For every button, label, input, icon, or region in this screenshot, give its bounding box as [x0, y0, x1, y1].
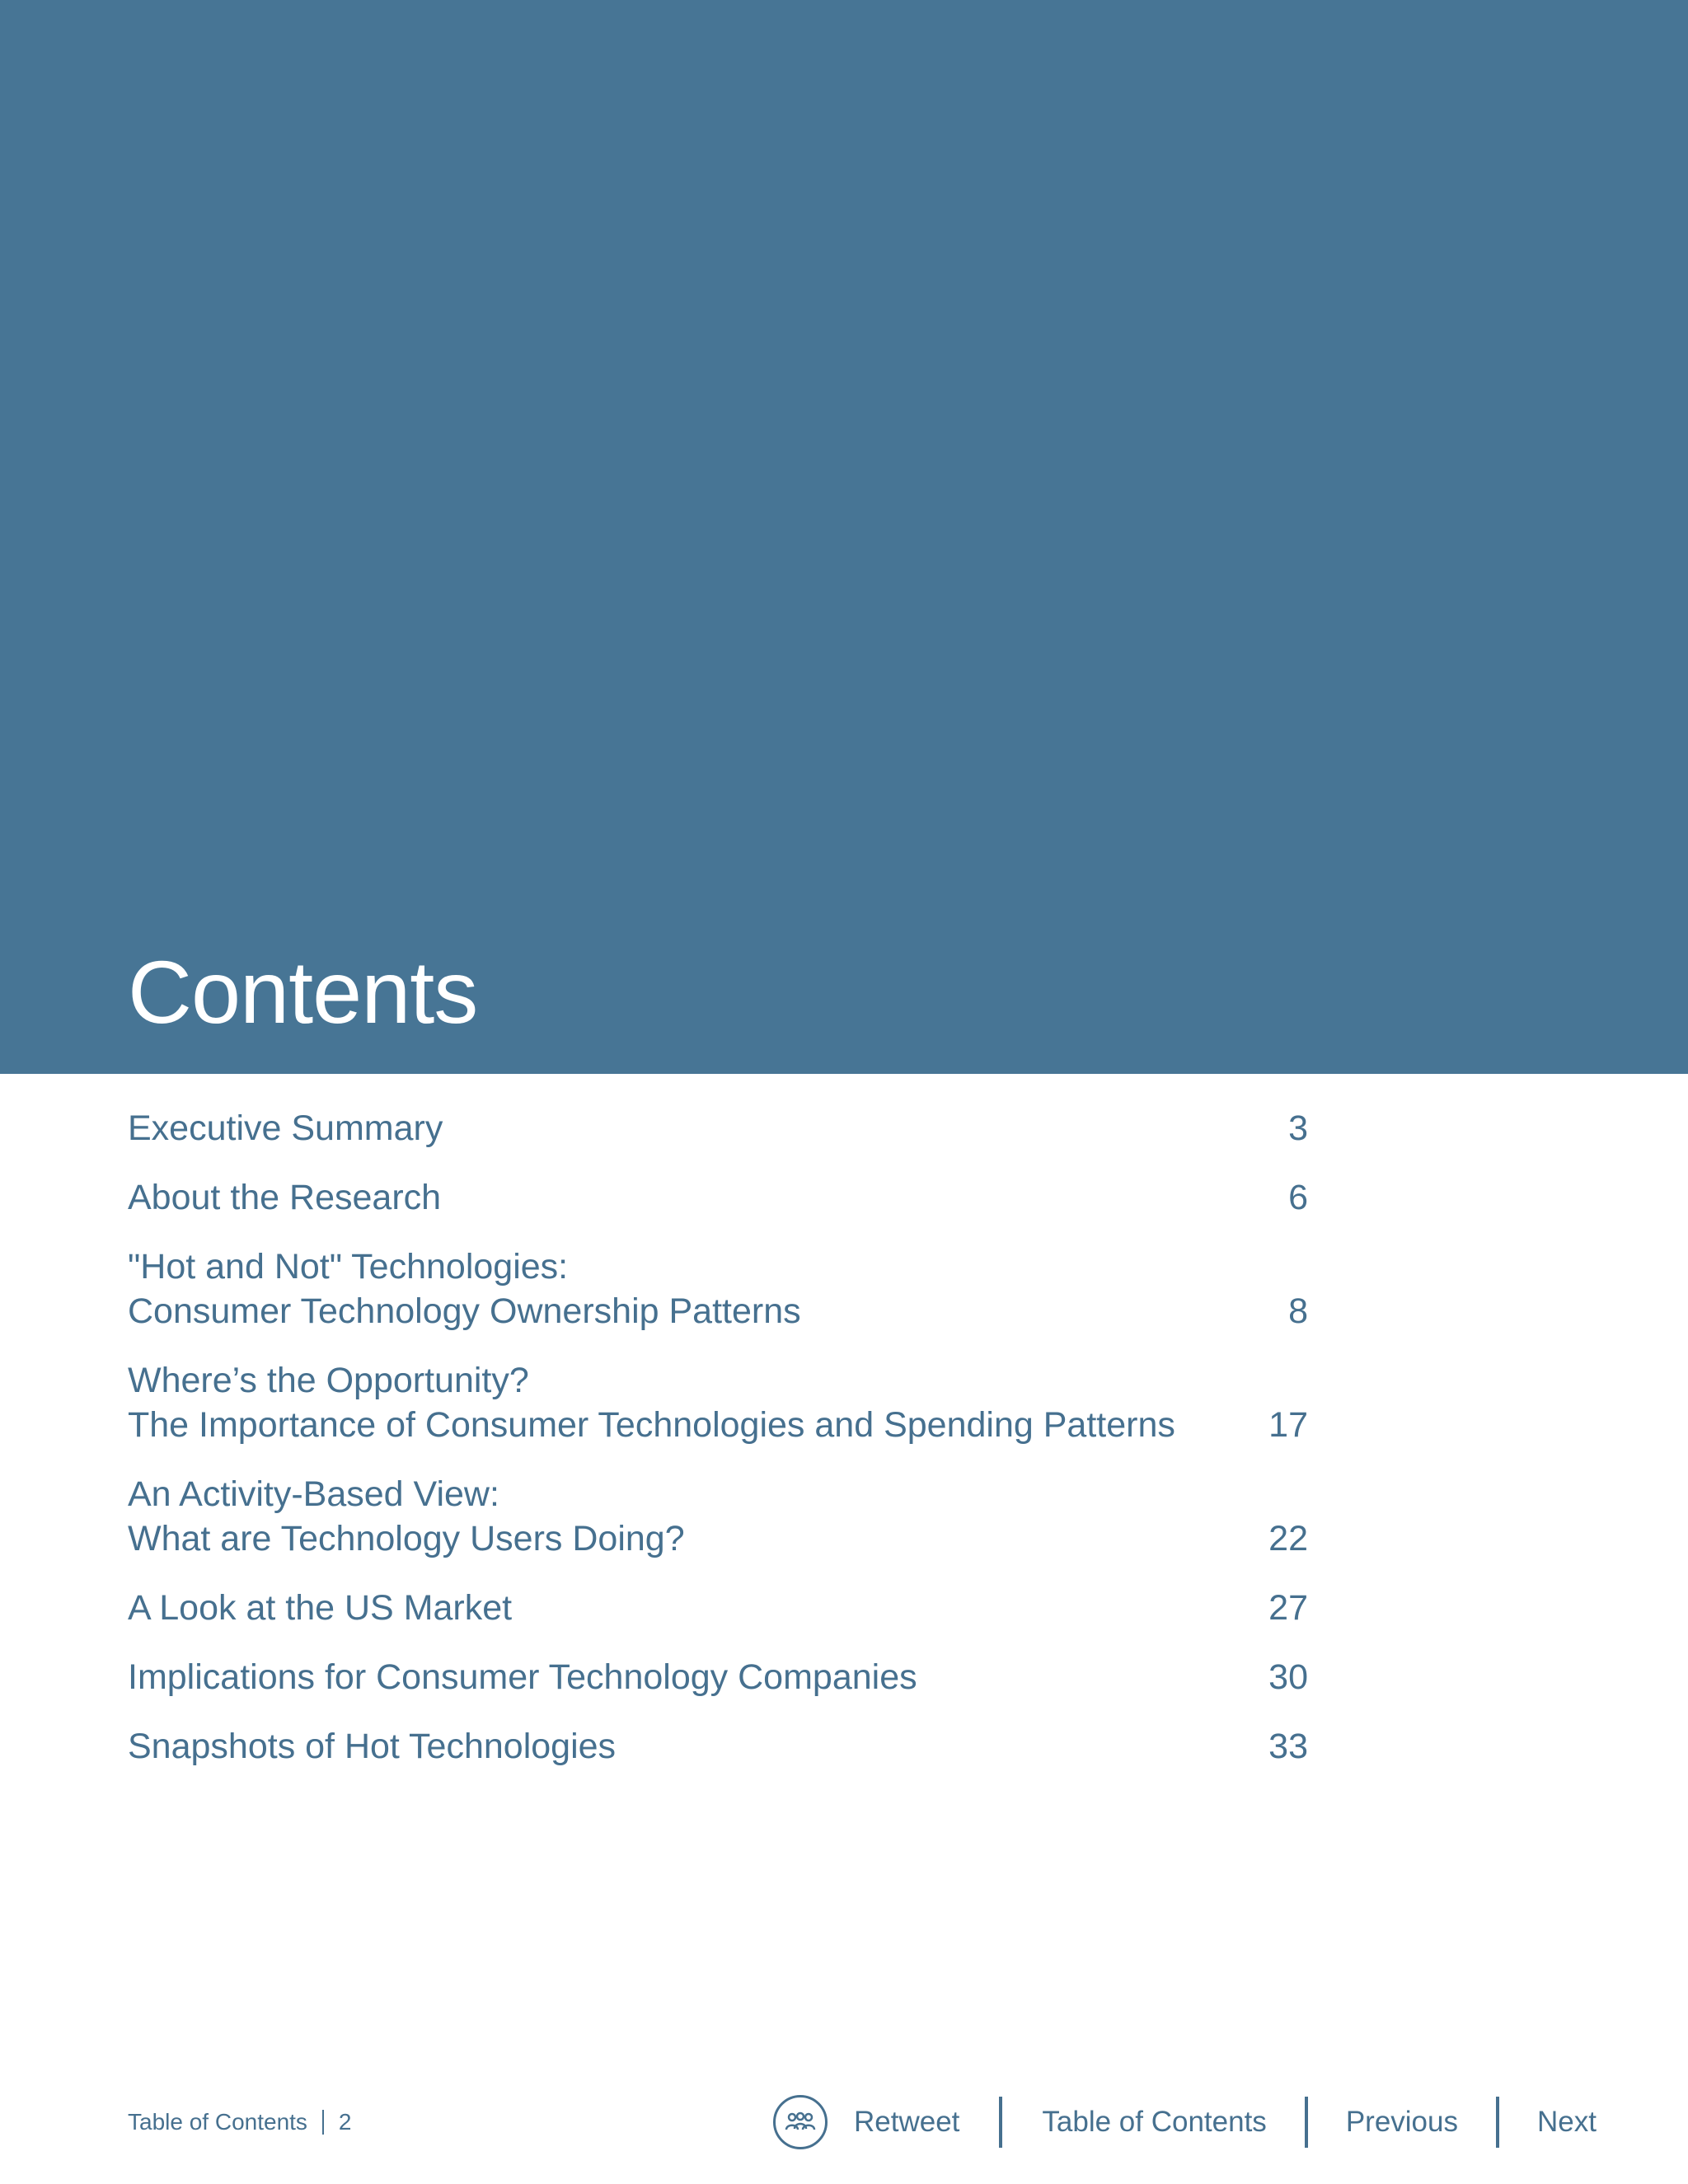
toc-entry-subtitle-line: What are Technology Users Doing?	[128, 1519, 685, 1558]
table-of-contents	[128, 1106, 1308, 1793]
page-footer	[0, 2093, 1688, 2151]
toc-entry-page-number: 27	[1268, 1588, 1308, 1628]
toc-entry-title-line: "Hot and Not" Technologies:	[128, 1247, 569, 1286]
toc-entry-snapshots[interactable]	[128, 1724, 1308, 1769]
toc-entry-title	[128, 1175, 1158, 1220]
toc-entry-title-line: About the Research	[128, 1178, 442, 1217]
toc-entry-executive-summary[interactable]	[128, 1106, 1308, 1151]
toc-entry-us-market[interactable]	[128, 1586, 1308, 1630]
toc-entry-title	[128, 1472, 1158, 1561]
toc-entry-title-line: Implications for Consumer Technology Companies	[128, 1657, 917, 1697]
toc-entry-page-number: 22	[1268, 1519, 1308, 1558]
toc-entry-title	[128, 1724, 1158, 1769]
toc-entry-title-line: Where’s the Opportunity?	[128, 1361, 529, 1400]
toc-entry-title-line: An Activity-Based View:	[128, 1474, 499, 1514]
toc-entry-about-the-research[interactable]	[128, 1175, 1308, 1220]
people-group-icon-graphic	[784, 2110, 817, 2135]
toc-entry-title	[128, 1586, 1158, 1630]
nav-divider	[1305, 2097, 1308, 2148]
toc-entry-page-number: 17	[1268, 1405, 1308, 1445]
toc-entry-title	[128, 1358, 1175, 1447]
toc-entry-subtitle-line: Consumer Technology Ownership Patterns	[128, 1291, 801, 1331]
table-of-contents-link[interactable]: Table of Contents	[1042, 2106, 1267, 2138]
toc-entry-subtitle-line: The Importance of Consumer Technologies and Spending Patterns	[128, 1405, 1175, 1445]
retweet-link[interactable]: Retweet	[854, 2106, 960, 2138]
toc-entry-title	[128, 1655, 1158, 1699]
toc-entry-opportunity[interactable]	[128, 1358, 1308, 1447]
toc-entry-implications[interactable]	[128, 1655, 1308, 1699]
footer-section-label: Table of Contents	[128, 2109, 307, 2135]
toc-entry-title-line: Executive Summary	[128, 1108, 443, 1148]
toc-entry-page-number: 33	[1268, 1727, 1308, 1766]
toc-entry-title-line: Snapshots of Hot Technologies	[128, 1727, 617, 1766]
nav-divider	[1496, 2097, 1499, 2148]
header-banner	[0, 0, 1688, 1074]
footer-page-number: 2	[338, 2109, 352, 2135]
footer-navigation	[773, 2093, 1597, 2151]
toc-entry-hot-and-not[interactable]	[128, 1244, 1308, 1333]
toc-entry-title-line: A Look at the US Market	[128, 1588, 513, 1628]
toc-entry-title	[128, 1106, 1158, 1151]
footer-divider	[322, 2110, 324, 2135]
previous-link[interactable]: Previous	[1345, 2106, 1458, 2138]
nav-divider	[999, 2097, 1002, 2148]
toc-entry-page-number: 3	[1288, 1108, 1308, 1148]
next-link[interactable]: Next	[1536, 2106, 1597, 2138]
toc-entry-title	[128, 1244, 1158, 1333]
toc-entry-page-number: 30	[1268, 1657, 1308, 1697]
people-group-icon[interactable]	[773, 2095, 828, 2149]
footer-page-info	[128, 2093, 352, 2151]
page-title: Contents	[128, 942, 478, 1042]
toc-entry-page-number: 6	[1288, 1178, 1308, 1217]
toc-entry-page-number: 8	[1288, 1291, 1308, 1331]
toc-entry-activity-based-view[interactable]	[128, 1472, 1308, 1561]
